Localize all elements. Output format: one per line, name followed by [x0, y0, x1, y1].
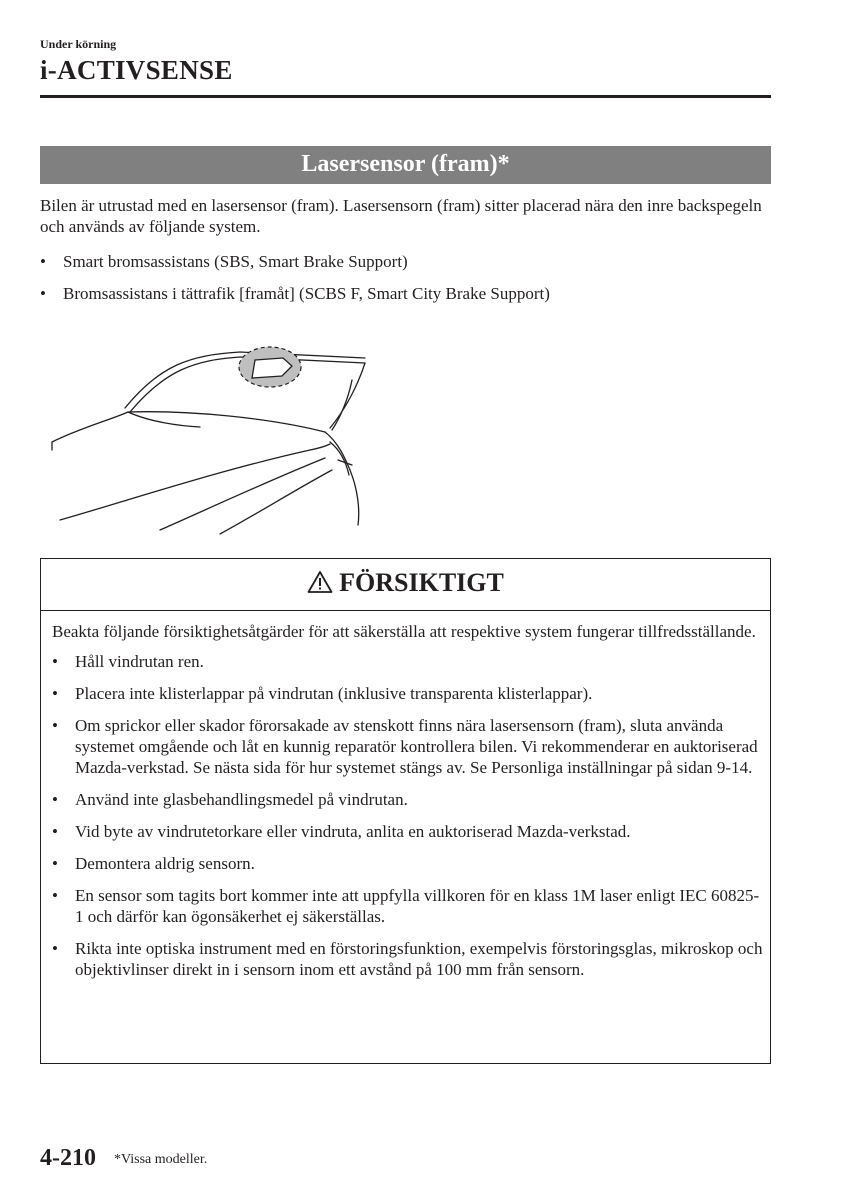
hood-crease-line — [60, 444, 330, 520]
list-item-text: Håll vindrutan ren. — [75, 652, 204, 671]
intro-paragraph: Bilen är utrustad med en lasersensor (fram). Lasersensorn (fram) sitter placerad nära den inre backspegeln och används av följande system. — [40, 196, 762, 236]
caution-title: FÖRSIKTIGT — [339, 568, 504, 597]
bullet-icon: • — [40, 252, 46, 271]
list-item-text: Om sprickor eller skador förorsakade av stenskott finns nära lasersensorn (fram), sluta använda systemet omgående och låt en kunnig reparatör kontrollera bilen. Vi rekommenderar en auktoriserad Mazda-verkstad. Se nästa sida för hur systemet stängs av. Se Personliga inställningar på sidan 9-14. — [75, 716, 758, 777]
bullet-icon: • — [52, 854, 58, 873]
list-item — [52, 885, 764, 927]
list-item-text: Bromsassistans i tättrafik [framåt] (SCBS F, Smart City Brake Support) — [63, 284, 550, 303]
section-heading: Lasersensor (fram)* — [40, 146, 771, 184]
list-item — [52, 715, 764, 778]
list-item — [52, 789, 764, 810]
systems-list — [40, 251, 770, 315]
page-number: 4-210 — [40, 1145, 96, 1171]
bullet-icon: • — [52, 939, 58, 958]
list-item-text: Demontera aldrig sensorn. — [75, 854, 255, 873]
list-item — [52, 821, 764, 842]
list-item-text: Rikta inte optiska instrument med en förstoringsfunktion, exempelvis förstoringsglas, mikroskop och objektivlinser direkt in i sensorn inom ett avstånd på 100 mm från sensorn. — [75, 939, 763, 979]
caution-box — [40, 558, 771, 1064]
list-item — [40, 251, 770, 272]
bullet-icon: • — [52, 684, 58, 703]
list-item-text: Vid byte av vindrutetorkare eller vindruta, anlita en auktoriserad Mazda-verkstad. — [75, 822, 631, 841]
list-item — [52, 651, 764, 672]
list-item — [52, 683, 764, 704]
bullet-icon: • — [52, 716, 58, 735]
bullet-icon: • — [52, 822, 58, 841]
footnote: *Vissa modeller. — [114, 1152, 208, 1167]
section-title: i-ACTIVSENSE — [40, 55, 233, 85]
list-item — [52, 853, 764, 874]
list-item-text: En sensor som tagits bort kommer inte att uppfylla villkoren för en klass 1M laser enligt IEC 60825-1 och därför kan ögonsäkerhet ej säkerställas. — [75, 886, 760, 926]
list-item — [52, 938, 764, 980]
caution-list — [52, 651, 764, 980]
list-item-text: Smart bromsassistans (SBS, Smart Brake Support) — [63, 252, 408, 271]
bullet-icon: • — [52, 886, 58, 905]
fender-crease-line — [330, 442, 349, 475]
list-item-text: Använd inte glasbehandlingsmedel på vindrutan. — [75, 790, 408, 809]
hood-crease-line-2 — [160, 458, 325, 530]
bullet-icon: • — [52, 652, 58, 671]
list-item — [40, 283, 770, 304]
fender-line — [325, 432, 359, 525]
chapter-label: Under körning — [40, 37, 117, 51]
list-item-text: Placera inte klisterlappar på vindrutan (inklusive transparenta klisterlappar). — [75, 684, 593, 703]
title-divider — [40, 95, 771, 98]
hood-crease-line-3 — [220, 470, 332, 534]
caution-header — [41, 559, 770, 611]
windshield-sensor-illustration — [40, 340, 380, 535]
bullet-icon: • — [52, 790, 58, 809]
cowl-line — [128, 412, 200, 427]
mirror-line — [338, 460, 352, 465]
caution-lead: Beakta följande försiktighetsåtgärder för att säkerställa att respektive system fungerar tillfredsställande. — [52, 622, 756, 641]
bullet-icon: • — [40, 284, 46, 303]
warning-triangle-icon — [307, 562, 333, 610]
caution-body — [52, 621, 764, 991]
